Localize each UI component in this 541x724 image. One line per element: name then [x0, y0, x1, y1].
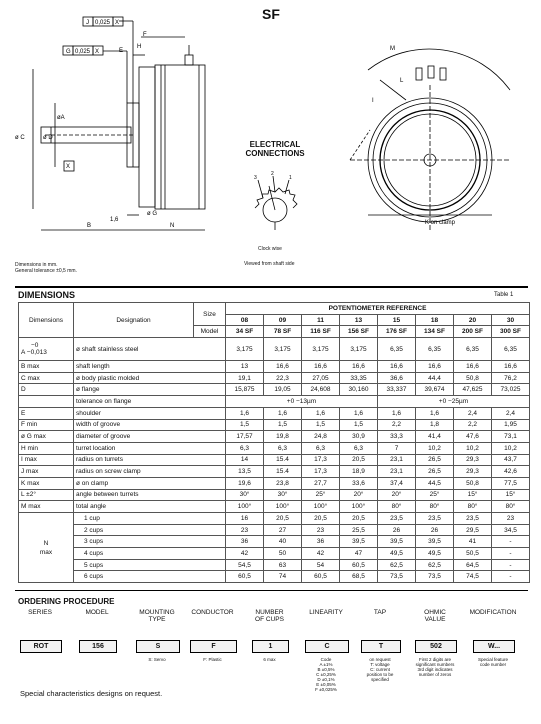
value-cell: 100°	[340, 501, 378, 513]
value-cell: 13	[226, 361, 264, 373]
designation-cell: turret location	[74, 442, 226, 454]
value-cell: 68,5	[340, 571, 378, 583]
value-cell: 23	[492, 513, 530, 525]
cups-cell: 3 cups	[74, 536, 226, 548]
value-cell: 15.4	[264, 454, 302, 466]
size-15: 15	[378, 314, 416, 326]
value-cell: -	[492, 571, 530, 583]
ordering-label: MOUNTING TYPE	[139, 609, 175, 623]
value-cell: 6,3	[264, 442, 302, 454]
value-cell: 23,1	[378, 466, 416, 478]
model-2: 116 SF	[302, 326, 340, 338]
size-30: 30	[492, 314, 530, 326]
designation-cell: radius on screw clamp	[74, 466, 226, 478]
model-6: 200 SF	[454, 326, 492, 338]
ordering-note: 6 max	[263, 657, 276, 662]
value-cell: 27,7	[302, 477, 340, 489]
value-cell: 6,35	[378, 338, 416, 361]
cups-cell: 2 cups	[74, 524, 226, 536]
value-cell: 54	[302, 559, 340, 571]
cups-cell: 1 cup	[74, 513, 226, 525]
table-row	[19, 559, 530, 571]
value-cell: 23,5	[378, 513, 416, 525]
model-0: 34 SF	[226, 326, 264, 338]
designation-cell: ø shaft stainless steel	[74, 338, 226, 361]
value-cell: 42	[302, 548, 340, 560]
dim-cell: K max	[19, 477, 74, 489]
electrical-diagram	[245, 168, 305, 238]
dim-cell: C max	[19, 372, 74, 384]
designation-cell: total angle	[74, 501, 226, 513]
value-cell: 16,6	[264, 361, 302, 373]
label-tol-1: 0,025	[95, 20, 111, 26]
clockwise-label: Clock wise	[258, 246, 282, 252]
value-cell: 73,1	[492, 431, 530, 443]
value-cell: 18,9	[340, 466, 378, 478]
value-cell: 50,5	[454, 548, 492, 560]
dim-cell: I max	[19, 454, 74, 466]
value-cell: 19,05	[264, 384, 302, 396]
label-b: B	[87, 223, 92, 229]
value-cell: 50,8	[454, 477, 492, 489]
value-cell: 15°	[492, 489, 530, 501]
value-cell: 23,1	[378, 454, 416, 466]
value-cell: 13,5	[226, 466, 264, 478]
dim-cell: L ±2°	[19, 489, 74, 501]
designation-cell: ø on clamp	[74, 477, 226, 489]
value-cell: 80°	[492, 501, 530, 513]
label-od: ø D	[43, 135, 53, 141]
value-cell: 20°	[340, 489, 378, 501]
value-cell: 30,9	[340, 431, 378, 443]
value-cell: 1,6	[264, 407, 302, 419]
value-cell: 6,3	[226, 442, 264, 454]
ordering-label: SERIES	[28, 609, 52, 616]
value-cell: 2,2	[454, 419, 492, 431]
value-cell: 16,6	[492, 361, 530, 373]
value-cell: 100°	[302, 501, 340, 513]
value-cell: 1,5	[226, 419, 264, 431]
value-cell: 73,025	[492, 384, 530, 396]
value-cell: 16,6	[454, 361, 492, 373]
terminal-1: 1	[289, 175, 292, 181]
label-l: L	[400, 78, 404, 84]
value-cell: 30°	[264, 489, 302, 501]
value-cell: 60,5	[226, 571, 264, 583]
designation-cell: width of groove	[74, 419, 226, 431]
value-cell: 25°	[416, 489, 454, 501]
size-08: 08	[226, 314, 264, 326]
ordering-code-box: S	[136, 640, 180, 653]
value-cell: 37,4	[378, 477, 416, 489]
label-n: N	[170, 223, 175, 229]
ordering-code-box: 1	[252, 640, 289, 653]
value-cell: 60,5	[340, 559, 378, 571]
footer-note: Special characteristics designs on request.	[20, 689, 163, 698]
cups-cell: 4 cups	[74, 548, 226, 560]
value-cell: 19,6	[226, 477, 264, 489]
designation-cell: radius on turrets	[74, 454, 226, 466]
value-cell: 2,4	[454, 407, 492, 419]
table-row	[19, 548, 530, 560]
side-view-drawing	[15, 15, 255, 275]
table-row	[19, 513, 530, 525]
value-cell: 20°	[378, 489, 416, 501]
value-cell: 39,5	[378, 536, 416, 548]
dim-cell: E	[19, 407, 74, 419]
electrical-heading: ELECTRICAL CONNECTIONS	[245, 140, 305, 158]
tolerance-note: General tolerance ±0,5 mm.	[15, 268, 77, 274]
dim-cell: ø G max	[19, 431, 74, 443]
table-row	[19, 431, 530, 443]
ordering-label: MODIFICATION	[469, 609, 517, 616]
dim-cell: F min	[19, 419, 74, 431]
ordering-label: OHMIC VALUE	[424, 609, 446, 623]
value-cell: 1,5	[340, 419, 378, 431]
value-cell: 73,5	[378, 571, 416, 583]
ordering-label: LINEARITY	[309, 609, 343, 616]
tolerance-b: +0 −25µm	[378, 396, 530, 408]
size-11: 11	[302, 314, 340, 326]
ordering-code-box: F	[190, 640, 237, 653]
value-cell: 1,5	[302, 419, 340, 431]
ordering-code-box: 502	[415, 640, 457, 653]
label-e: E	[119, 48, 124, 54]
dimensions-heading: DIMENSIONS	[18, 290, 76, 300]
value-cell: 73,5	[416, 571, 454, 583]
value-cell: 16,6	[340, 361, 378, 373]
col-dimensions: Dimensions	[19, 303, 74, 338]
designation-cell: tolerance on flange	[74, 396, 226, 408]
value-cell: 39,5	[340, 536, 378, 548]
value-cell: 80°	[416, 501, 454, 513]
ordering-note: Special feature code number	[477, 657, 509, 667]
value-cell: 41,4	[416, 431, 454, 443]
value-cell: 74,5	[454, 571, 492, 583]
table-row	[19, 396, 530, 408]
value-cell: 29,3	[454, 454, 492, 466]
table-row	[19, 571, 530, 583]
model-3: 156 SF	[340, 326, 378, 338]
value-cell: 64,5	[454, 559, 492, 571]
dim-a-main: A −0,013	[21, 349, 47, 357]
value-cell: 20,5	[340, 513, 378, 525]
value-cell: 47	[340, 548, 378, 560]
ordering-note: Code A ±1% B ±0,5% C ±0,25% D ±0,1% E ±0,05% F ±0,025%	[315, 657, 337, 692]
value-cell: 15°	[454, 489, 492, 501]
ordering-code-box: C	[305, 640, 349, 653]
value-cell: 25°	[302, 489, 340, 501]
ordering-note: on request T: voltage C: current position to be specified	[366, 657, 394, 682]
value-cell: 17,3	[302, 454, 340, 466]
value-cell: 23,5	[416, 513, 454, 525]
designation-cell: ø flange	[74, 384, 226, 396]
value-cell: 23,8	[264, 477, 302, 489]
value-cell: 16,6	[378, 361, 416, 373]
designation-cell: ø body plastic molded	[74, 372, 226, 384]
value-cell: 27,05	[302, 372, 340, 384]
value-cell: 77,5	[492, 477, 530, 489]
designation-cell: angle between turrets	[74, 489, 226, 501]
value-cell: 42,6	[492, 466, 530, 478]
value-cell: 19,1	[226, 372, 264, 384]
value-cell: 17,57	[226, 431, 264, 443]
designation-cell: diameter of groove	[74, 431, 226, 443]
label-x-3: X	[66, 164, 71, 170]
dim-a-top: −0	[31, 342, 39, 350]
col-model-label: Model	[194, 326, 226, 338]
label-h: H	[137, 44, 142, 50]
dim-n: N max	[19, 513, 74, 583]
value-cell: 1,6	[416, 407, 454, 419]
value-cell: 23	[226, 524, 264, 536]
value-cell: 33,35	[340, 372, 378, 384]
value-cell: 20,5	[340, 454, 378, 466]
size-20: 20	[454, 314, 492, 326]
ordering-note: S: Servo	[148, 657, 166, 662]
value-cell: 2,2	[378, 419, 416, 431]
value-cell: 26,5	[416, 454, 454, 466]
value-cell: 20,5	[302, 513, 340, 525]
table-row	[19, 407, 530, 419]
label-og: ø G	[147, 211, 157, 217]
label-tol-2: 0,025	[75, 49, 91, 55]
table-row	[19, 477, 530, 489]
dim-cell: D	[19, 384, 74, 396]
table-row	[19, 419, 530, 431]
label-x-1: X	[115, 20, 120, 26]
value-cell: 6,3	[302, 442, 340, 454]
value-cell: 7	[378, 442, 416, 454]
model-5: 134 SF	[416, 326, 454, 338]
value-cell: 60,5	[302, 571, 340, 583]
value-cell: 47,6	[454, 431, 492, 443]
col-designation: Designation	[74, 303, 194, 338]
label-x-2: X	[95, 49, 100, 55]
table-row	[19, 466, 530, 478]
front-view-drawing	[330, 30, 530, 230]
value-cell: 54,5	[226, 559, 264, 571]
value-cell: 49,5	[416, 548, 454, 560]
dim-cell: H min	[19, 442, 74, 454]
value-cell: 6,35	[416, 338, 454, 361]
ordering-label: MODEL	[85, 609, 109, 616]
value-cell: -	[492, 548, 530, 560]
dimensions-table	[18, 302, 530, 583]
cups-cell: 6 cups	[74, 571, 226, 583]
table-row	[19, 524, 530, 536]
value-cell: 3,175	[226, 338, 264, 361]
terminal-2: 2	[271, 171, 274, 177]
value-cell: 25,5	[340, 524, 378, 536]
value-cell: 1,6	[340, 407, 378, 419]
value-cell: 26	[378, 524, 416, 536]
label-m: M	[390, 46, 395, 52]
model-7: 300 SF	[492, 326, 530, 338]
value-cell: 76,2	[492, 372, 530, 384]
table-label: Table 1	[494, 292, 514, 298]
value-cell: 30,160	[340, 384, 378, 396]
value-cell: 16,6	[416, 361, 454, 373]
value-cell: 80°	[378, 501, 416, 513]
col-size: Size	[194, 303, 226, 326]
value-cell: 16	[226, 513, 264, 525]
label-oa: øA	[57, 115, 65, 121]
value-cell: 3,175	[340, 338, 378, 361]
value-cell: 19,8	[264, 431, 302, 443]
value-cell: 1,6	[302, 407, 340, 419]
value-cell: 47,625	[454, 384, 492, 396]
page-title: SF	[262, 6, 280, 22]
table-row	[19, 384, 530, 396]
dim-cell: M max	[19, 501, 74, 513]
value-cell: 20,5	[264, 513, 302, 525]
label-k-clamp: K on clamp	[425, 220, 456, 226]
value-cell: 62,5	[378, 559, 416, 571]
value-cell: 10,2	[454, 442, 492, 454]
value-cell: 23	[302, 524, 340, 536]
label-g: G	[66, 49, 71, 55]
ordering-code-box: W...	[473, 640, 515, 653]
cups-cell: 5 cups	[74, 559, 226, 571]
value-cell: 15.4	[264, 466, 302, 478]
value-cell: 33,337	[378, 384, 416, 396]
model-1: 78 SF	[264, 326, 302, 338]
value-cell: 22,3	[264, 372, 302, 384]
value-cell: -	[492, 559, 530, 571]
value-cell: 44,4	[416, 372, 454, 384]
value-cell: 26	[416, 524, 454, 536]
value-cell: 29,5	[454, 524, 492, 536]
value-cell: 40	[264, 536, 302, 548]
value-cell: 27	[264, 524, 302, 536]
dim-cell	[19, 396, 74, 408]
size-09: 09	[264, 314, 302, 326]
ordering-label: NUMBER OF CUPS	[255, 609, 284, 623]
value-cell: 10,2	[492, 442, 530, 454]
value-cell: 14	[226, 454, 264, 466]
dim-a-bottom: −0,013	[26, 349, 47, 357]
value-cell: 23,5	[454, 513, 492, 525]
value-cell: 16,6	[302, 361, 340, 373]
value-cell: 24,608	[302, 384, 340, 396]
value-cell: 80°	[454, 501, 492, 513]
designation-cell: shoulder	[74, 407, 226, 419]
label-i: I	[372, 98, 374, 104]
value-cell: 6,35	[492, 338, 530, 361]
viewed-label: Viewed from shaft side	[244, 261, 295, 267]
value-cell: 15,875	[226, 384, 264, 396]
value-cell: 2,4	[492, 407, 530, 419]
value-cell: 36,6	[378, 372, 416, 384]
value-cell: 1,6	[226, 407, 264, 419]
label-f: F	[143, 32, 147, 38]
table-row	[19, 372, 530, 384]
ordering-label: TAP	[373, 609, 387, 616]
value-cell: 43,7	[492, 454, 530, 466]
table-row	[19, 489, 530, 501]
value-cell: 17,3	[302, 466, 340, 478]
value-cell: 34,5	[492, 524, 530, 536]
terminal-3: 3	[254, 175, 257, 181]
tolerance-a: +0 −13µm	[226, 396, 378, 408]
value-cell: 1,5	[264, 419, 302, 431]
value-cell: -	[492, 536, 530, 548]
value-cell: 1,95	[492, 419, 530, 431]
table-row	[19, 536, 530, 548]
value-cell: 41	[454, 536, 492, 548]
value-cell: 44,5	[416, 477, 454, 489]
label-oc: ø C	[15, 135, 25, 141]
value-cell: 100°	[264, 501, 302, 513]
value-cell: 49,5	[378, 548, 416, 560]
ordering-note: F: Plastic	[203, 657, 222, 662]
size-18: 18	[416, 314, 454, 326]
label-1-6: 1,6	[110, 217, 119, 223]
value-cell: 6,35	[454, 338, 492, 361]
dim-cell: J max	[19, 466, 74, 478]
ordering-label: CONDUCTOR	[191, 609, 234, 616]
label-j: J	[86, 20, 89, 26]
value-cell: 3,175	[302, 338, 340, 361]
value-cell: 63	[264, 559, 302, 571]
divider-2	[15, 590, 528, 591]
value-cell: 50	[264, 548, 302, 560]
value-cell: 1,6	[378, 407, 416, 419]
value-cell: 1,8	[416, 419, 454, 431]
ordering-note: First 2 digits are significant numbers 3rd digit indicates number of zeros	[415, 657, 455, 677]
value-cell: 74	[264, 571, 302, 583]
dim-a	[19, 338, 74, 361]
value-cell: 26,5	[416, 466, 454, 478]
value-cell: 36	[226, 536, 264, 548]
table-row	[19, 361, 530, 373]
value-cell: 33,3	[378, 431, 416, 443]
table-row	[19, 442, 530, 454]
value-cell: 39,5	[416, 536, 454, 548]
value-cell: 6,3	[340, 442, 378, 454]
model-4: 176 SF	[378, 326, 416, 338]
value-cell: 100°	[226, 501, 264, 513]
ordering-heading: ORDERING PROCEDURE	[18, 597, 115, 606]
value-cell: 3,175	[264, 338, 302, 361]
table-row	[19, 338, 530, 361]
dims-note: Dimensions in mm.	[15, 262, 58, 268]
value-cell: 30°	[226, 489, 264, 501]
ordering-code-box: ROT	[20, 640, 62, 653]
table-row	[19, 501, 530, 513]
value-cell: 50,8	[454, 372, 492, 384]
ordering-code-box: T	[361, 640, 401, 653]
value-cell: 29,3	[454, 466, 492, 478]
size-13: 13	[340, 314, 378, 326]
value-cell: 39,674	[416, 384, 454, 396]
dim-cell: B max	[19, 361, 74, 373]
ordering-code-box: 156	[79, 640, 117, 653]
value-cell: 62,5	[416, 559, 454, 571]
value-cell: 33,6	[340, 477, 378, 489]
designation-cell: shaft length	[74, 361, 226, 373]
pot-ref-header: POTENTIOMETER REFERENCE	[226, 303, 530, 315]
value-cell: 42	[226, 548, 264, 560]
value-cell: 36	[302, 536, 340, 548]
value-cell: 24,8	[302, 431, 340, 443]
table-row	[19, 454, 530, 466]
divider	[15, 286, 528, 288]
value-cell: 10,2	[416, 442, 454, 454]
